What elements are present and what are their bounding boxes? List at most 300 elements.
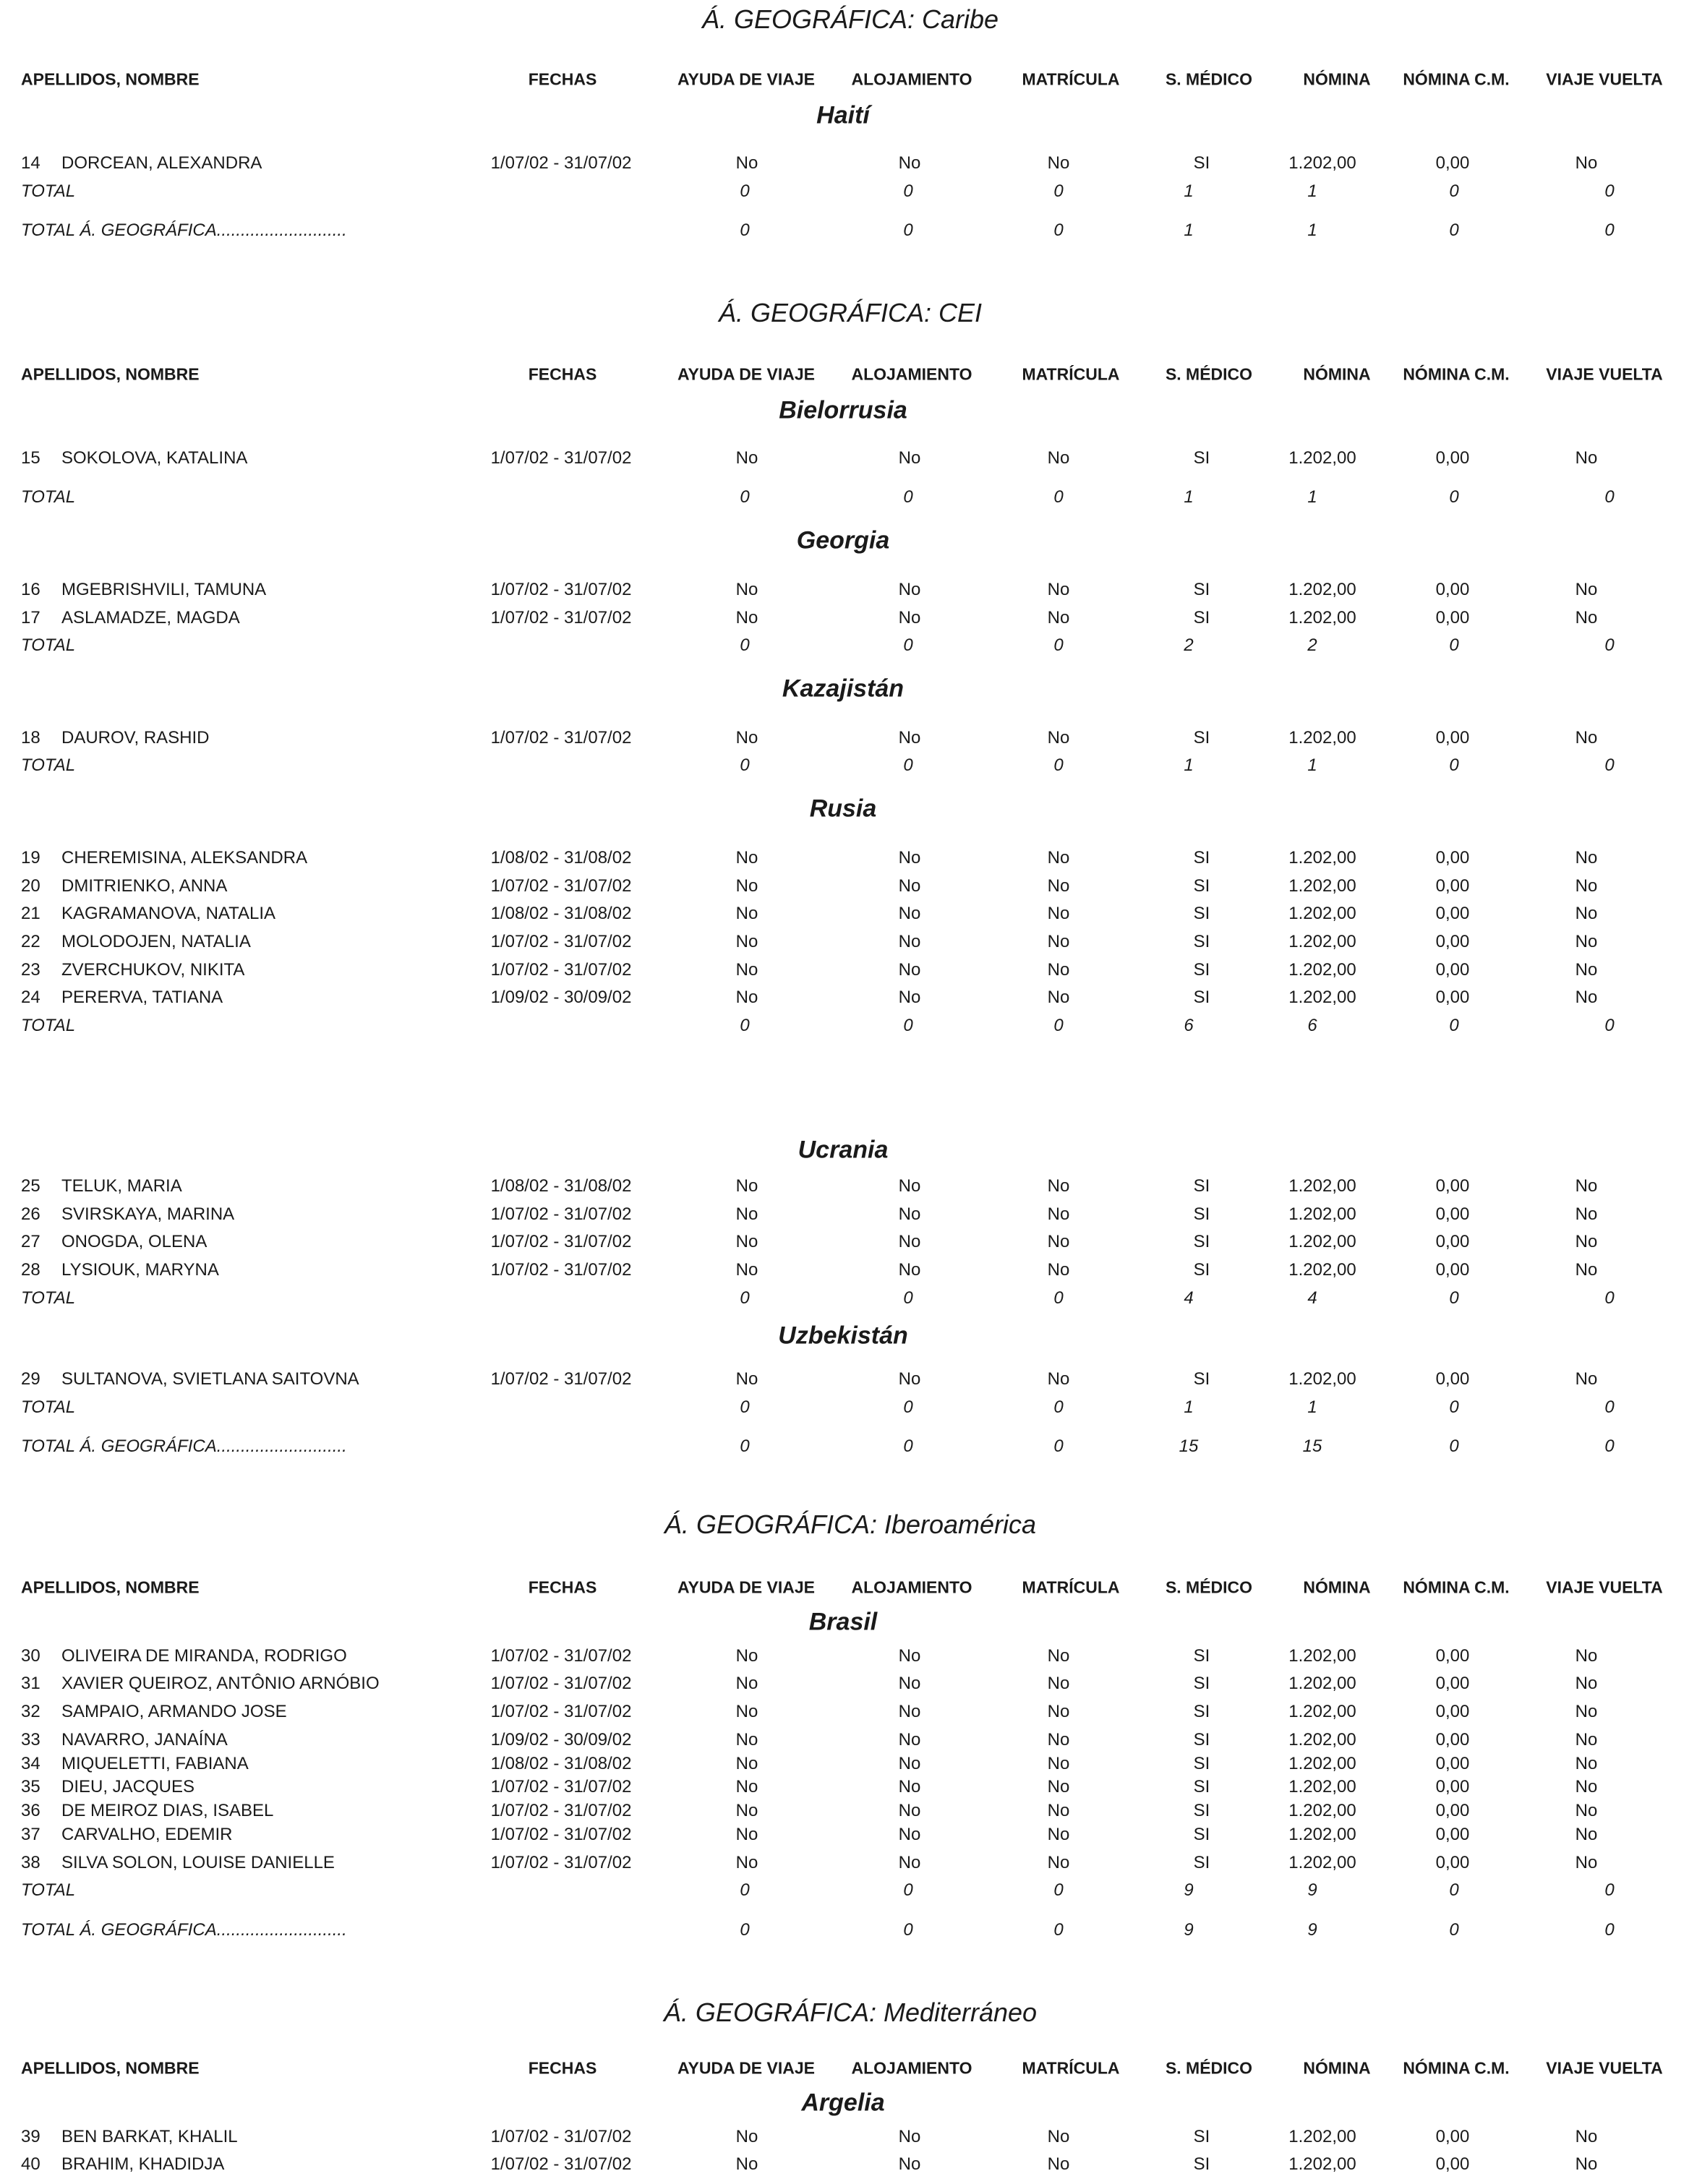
row-alojamiento: No	[898, 1852, 921, 1872]
total-value: 2	[1307, 635, 1317, 655]
row-alojamiento: No	[898, 1800, 921, 1820]
row-viaje-vuelta: No	[1575, 2126, 1598, 2146]
row-name: ZVERCHUKOV, NIKITA	[61, 959, 245, 980]
row-viaje-vuelta: No	[1575, 1259, 1598, 1280]
total-value: 0	[1604, 755, 1615, 775]
row-matricula: No	[1047, 1204, 1070, 1224]
total-value: 0	[1053, 220, 1064, 240]
row-number: 16	[21, 579, 40, 599]
row-viaje-vuelta: No	[1575, 875, 1598, 896]
row-name: TELUK, MARIA	[61, 1175, 182, 1196]
total-value: 1	[1307, 181, 1317, 201]
row-ayuda-de-viaje: No	[735, 1259, 758, 1280]
total-value: 0	[740, 755, 750, 775]
header-viaje-vuelta: VIAJE VUELTA	[1546, 1577, 1663, 1597]
total-value: 0	[1449, 1288, 1459, 1308]
total-value: 0	[1604, 1288, 1615, 1308]
row-alojamiento: No	[898, 153, 921, 173]
row-alojamiento: No	[898, 1231, 921, 1251]
row-ayuda-de-viaje: No	[735, 1175, 758, 1196]
row-matricula: No	[1047, 2126, 1070, 2146]
total-value: 0	[1449, 1015, 1459, 1035]
total-value: 0	[1604, 635, 1615, 655]
total-value: 15	[1302, 1436, 1322, 1456]
row-matricula: No	[1047, 1673, 1070, 1693]
row-number: 26	[21, 1204, 40, 1224]
total-value: 0	[1053, 181, 1064, 201]
row-nomina: 1.202,00	[1288, 607, 1356, 628]
row-viaje-vuelta: No	[1575, 1175, 1598, 1196]
row-viaje-vuelta: No	[1575, 1729, 1598, 1750]
total-value: 0	[903, 220, 913, 240]
row-s-medico: SI	[1193, 1204, 1210, 1224]
total-value: 0	[903, 1288, 913, 1308]
total-value: 9	[1184, 1919, 1194, 1940]
total-value: 1	[1184, 181, 1194, 201]
row-number: 22	[21, 931, 40, 951]
row-nomina-cm: 0,00	[1435, 2154, 1470, 2174]
row-nomina: 1.202,00	[1288, 153, 1356, 173]
total-value: 0	[903, 1015, 913, 1035]
row-ayuda-de-viaje: No	[735, 1231, 758, 1251]
row-ayuda-de-viaje: No	[735, 1204, 758, 1224]
row-s-medico: SI	[1193, 959, 1210, 980]
row-nomina-cm: 0,00	[1435, 1753, 1470, 1773]
total-value: 1	[1184, 1397, 1194, 1417]
row-viaje-vuelta: No	[1575, 607, 1598, 628]
total-value: 0	[1449, 1436, 1459, 1456]
row-nomina-cm: 0,00	[1435, 1175, 1470, 1196]
row-nomina: 1.202,00	[1288, 903, 1356, 923]
row-fechas: 1/09/02 - 30/09/02	[490, 1729, 632, 1750]
header-fechas: FECHAS	[528, 364, 597, 384]
row-alojamiento: No	[898, 1776, 921, 1797]
total-value: 0	[740, 1288, 750, 1308]
row-fechas: 1/07/02 - 31/07/02	[490, 2154, 632, 2174]
header-fechas: FECHAS	[528, 69, 597, 89]
total-value: 0	[1449, 755, 1459, 775]
total-value: 0	[1604, 1436, 1615, 1456]
row-alojamiento: No	[898, 1673, 921, 1693]
row-matricula: No	[1047, 727, 1070, 748]
total-value: 0	[1053, 1436, 1064, 1456]
header-nomina: NÓMINA	[1303, 364, 1371, 384]
header-matricula: MATRÍCULA	[1022, 364, 1120, 384]
total-value: 4	[1307, 1288, 1317, 1308]
total-value: 0	[1604, 220, 1615, 240]
row-nomina-cm: 0,00	[1435, 987, 1470, 1007]
total-value: 0	[1604, 1397, 1615, 1417]
row-fechas: 1/08/02 - 31/08/02	[490, 1753, 632, 1773]
row-number: 38	[21, 1852, 40, 1872]
total-value: 0	[903, 1880, 913, 1900]
row-nomina-cm: 0,00	[1435, 579, 1470, 599]
total-value: 0	[1053, 1919, 1064, 1940]
row-name: CHEREMISINA, ALEKSANDRA	[61, 847, 308, 868]
row-nomina-cm: 0,00	[1435, 1673, 1470, 1693]
row-viaje-vuelta: No	[1575, 1204, 1598, 1224]
country-heading: Bielorrusia	[779, 396, 907, 424]
total-value: 0	[1604, 1015, 1615, 1035]
row-matricula: No	[1047, 1175, 1070, 1196]
header-matricula: MATRÍCULA	[1022, 69, 1120, 89]
row-ayuda-de-viaje: No	[735, 1645, 758, 1666]
row-fechas: 1/07/02 - 31/07/02	[490, 153, 632, 173]
row-number: 29	[21, 1369, 40, 1389]
row-number: 20	[21, 875, 40, 896]
country-heading: Georgia	[796, 526, 890, 554]
header-apellidos-nombre: APELLIDOS, NOMBRE	[21, 2058, 200, 2078]
row-nomina: 1.202,00	[1288, 447, 1356, 468]
row-nomina-cm: 0,00	[1435, 1645, 1470, 1666]
row-fechas: 1/07/02 - 31/07/02	[490, 1645, 632, 1666]
row-alojamiento: No	[898, 1701, 921, 1721]
row-name: DE MEIROZ DIAS, ISABEL	[61, 1800, 274, 1820]
row-number: 24	[21, 987, 40, 1007]
row-ayuda-de-viaje: No	[735, 959, 758, 980]
header-ayuda-de-viaje: AYUDA DE VIAJE	[677, 1577, 816, 1597]
row-ayuda-de-viaje: No	[735, 2154, 758, 2174]
row-nomina: 1.202,00	[1288, 1800, 1356, 1820]
row-nomina-cm: 0,00	[1435, 847, 1470, 868]
row-viaje-vuelta: No	[1575, 153, 1598, 173]
row-s-medico: SI	[1193, 2126, 1210, 2146]
row-alojamiento: No	[898, 1259, 921, 1280]
total-value: 0	[1604, 1880, 1615, 1900]
row-viaje-vuelta: No	[1575, 2154, 1598, 2174]
row-matricula: No	[1047, 875, 1070, 896]
row-s-medico: SI	[1193, 2154, 1210, 2174]
total-value: 0	[903, 181, 913, 201]
row-nomina-cm: 0,00	[1435, 1259, 1470, 1280]
header-ayuda-de-viaje: AYUDA DE VIAJE	[677, 69, 816, 89]
row-name: SULTANOVA, SVIETLANA SAITOVNA	[61, 1369, 359, 1389]
row-matricula: No	[1047, 1701, 1070, 1721]
row-ayuda-de-viaje: No	[735, 1776, 758, 1797]
total-value: 0	[1053, 1880, 1064, 1900]
total-value: 0	[903, 635, 913, 655]
row-matricula: No	[1047, 1259, 1070, 1280]
row-matricula: No	[1047, 987, 1070, 1007]
country-heading: Brasil	[808, 1608, 878, 1636]
header-matricula: MATRÍCULA	[1022, 1577, 1120, 1597]
row-viaje-vuelta: No	[1575, 959, 1598, 980]
row-number: 40	[21, 2154, 40, 2174]
total-value: 0	[903, 1919, 913, 1940]
row-name: BRAHIM, KHADIDJA	[61, 2154, 225, 2174]
row-viaje-vuelta: No	[1575, 1753, 1598, 1773]
row-matricula: No	[1047, 1645, 1070, 1666]
row-s-medico: SI	[1193, 1673, 1210, 1693]
header-nomina-cm: NÓMINA C.M.	[1403, 1577, 1510, 1597]
row-matricula: No	[1047, 579, 1070, 599]
header-nomina: NÓMINA	[1303, 69, 1371, 89]
row-nomina-cm: 0,00	[1435, 1231, 1470, 1251]
row-ayuda-de-viaje: No	[735, 727, 758, 748]
row-name: SILVA SOLON, LOUISE DANIELLE	[61, 1852, 335, 1872]
row-name: DAUROV, RASHID	[61, 727, 210, 748]
total-value: 0	[903, 487, 913, 507]
row-s-medico: SI	[1193, 847, 1210, 868]
section-title: Á. GEOGRÁFICA: Mediterráneo	[663, 1997, 1038, 2028]
row-alojamiento: No	[898, 875, 921, 896]
row-viaje-vuelta: No	[1575, 1800, 1598, 1820]
row-ayuda-de-viaje: No	[735, 1701, 758, 1721]
row-fechas: 1/07/02 - 31/07/02	[490, 447, 632, 468]
header-alojamiento: ALOJAMIENTO	[851, 364, 972, 384]
row-viaje-vuelta: No	[1575, 727, 1598, 748]
header-nomina: NÓMINA	[1303, 1577, 1371, 1597]
row-s-medico: SI	[1193, 931, 1210, 951]
row-name: DORCEAN, ALEXANDRA	[61, 153, 262, 173]
row-fechas: 1/07/02 - 31/07/02	[490, 607, 632, 628]
row-fechas: 1/07/02 - 31/07/02	[490, 875, 632, 896]
row-s-medico: SI	[1193, 1175, 1210, 1196]
total-value: 0	[740, 220, 750, 240]
row-number: 36	[21, 1800, 40, 1820]
country-heading: Kazajistán	[782, 675, 905, 703]
row-number: 35	[21, 1776, 40, 1797]
total-value: 15	[1179, 1436, 1199, 1456]
header-alojamiento: ALOJAMIENTO	[851, 69, 972, 89]
row-ayuda-de-viaje: No	[735, 2126, 758, 2146]
row-number: 31	[21, 1673, 40, 1693]
row-fechas: 1/07/02 - 31/07/02	[490, 2126, 632, 2146]
row-nomina-cm: 0,00	[1435, 1824, 1470, 1844]
row-viaje-vuelta: No	[1575, 931, 1598, 951]
row-alojamiento: No	[898, 727, 921, 748]
row-nomina: 1.202,00	[1288, 1204, 1356, 1224]
row-fechas: 1/07/02 - 31/07/02	[490, 727, 632, 748]
header-ayuda-de-viaje: AYUDA DE VIAJE	[677, 2058, 816, 2078]
total-label: TOTAL	[21, 1015, 76, 1035]
header-nomina-cm: NÓMINA C.M.	[1403, 364, 1510, 384]
row-nomina-cm: 0,00	[1435, 1800, 1470, 1820]
row-ayuda-de-viaje: No	[735, 607, 758, 628]
row-viaje-vuelta: No	[1575, 1369, 1598, 1389]
row-number: 30	[21, 1645, 40, 1666]
row-matricula: No	[1047, 2154, 1070, 2174]
row-matricula: No	[1047, 847, 1070, 868]
row-alojamiento: No	[898, 1204, 921, 1224]
row-fechas: 1/09/02 - 30/09/02	[490, 987, 632, 1007]
header-nomina: NÓMINA	[1303, 2058, 1371, 2078]
total-value: 0	[740, 1919, 750, 1940]
total-value: 0	[740, 487, 750, 507]
row-name: SVIRSKAYA, MARINA	[61, 1204, 235, 1224]
row-fechas: 1/07/02 - 31/07/02	[490, 579, 632, 599]
row-fechas: 1/07/02 - 31/07/02	[490, 1852, 632, 1872]
row-number: 37	[21, 1824, 40, 1844]
row-viaje-vuelta: No	[1575, 1824, 1598, 1844]
row-fechas: 1/07/02 - 31/07/02	[490, 1369, 632, 1389]
row-fechas: 1/07/02 - 31/07/02	[490, 1701, 632, 1721]
row-nomina: 1.202,00	[1288, 1673, 1356, 1693]
row-nomina-cm: 0,00	[1435, 1204, 1470, 1224]
row-number: 34	[21, 1753, 40, 1773]
row-alojamiento: No	[898, 987, 921, 1007]
row-alojamiento: No	[898, 447, 921, 468]
row-fechas: 1/07/02 - 31/07/02	[490, 1824, 632, 1844]
row-s-medico: SI	[1193, 1776, 1210, 1797]
row-ayuda-de-viaje: No	[735, 447, 758, 468]
row-ayuda-de-viaje: No	[735, 579, 758, 599]
row-nomina: 1.202,00	[1288, 1753, 1356, 1773]
row-nomina: 1.202,00	[1288, 1701, 1356, 1721]
total-label: TOTAL Á. GEOGRÁFICA...........................	[21, 220, 347, 240]
country-heading: Uzbekistán	[778, 1322, 908, 1350]
row-s-medico: SI	[1193, 153, 1210, 173]
row-s-medico: SI	[1193, 1231, 1210, 1251]
row-viaje-vuelta: No	[1575, 1701, 1598, 1721]
row-viaje-vuelta: No	[1575, 1645, 1598, 1666]
total-label: TOTAL Á. GEOGRÁFICA...........................	[21, 1436, 347, 1456]
total-value: 0	[903, 755, 913, 775]
row-ayuda-de-viaje: No	[735, 875, 758, 896]
row-nomina: 1.202,00	[1288, 579, 1356, 599]
row-nomina-cm: 0,00	[1435, 607, 1470, 628]
row-s-medico: SI	[1193, 1369, 1210, 1389]
row-name: NAVARRO, JANAÍNA	[61, 1729, 228, 1750]
header-fechas: FECHAS	[528, 1577, 597, 1597]
row-viaje-vuelta: No	[1575, 987, 1598, 1007]
row-alojamiento: No	[898, 931, 921, 951]
row-viaje-vuelta: No	[1575, 1231, 1598, 1251]
row-number: 39	[21, 2126, 40, 2146]
row-fechas: 1/07/02 - 31/07/02	[490, 1800, 632, 1820]
header-s-medico: S. MÉDICO	[1165, 1577, 1253, 1597]
row-nomina-cm: 0,00	[1435, 727, 1470, 748]
header-alojamiento: ALOJAMIENTO	[851, 1577, 972, 1597]
row-matricula: No	[1047, 1231, 1070, 1251]
row-nomina-cm: 0,00	[1435, 903, 1470, 923]
header-ayuda-de-viaje: AYUDA DE VIAJE	[677, 364, 816, 384]
header-nomina-cm: NÓMINA C.M.	[1403, 2058, 1510, 2078]
row-name: BEN BARKAT, KHALIL	[61, 2126, 238, 2146]
total-value: 0	[1604, 487, 1615, 507]
row-ayuda-de-viaje: No	[735, 1729, 758, 1750]
total-value: 0	[903, 1436, 913, 1456]
total-value: 0	[1053, 755, 1064, 775]
row-nomina: 1.202,00	[1288, 1645, 1356, 1666]
country-heading: Rusia	[809, 795, 877, 823]
row-s-medico: SI	[1193, 579, 1210, 599]
row-nomina-cm: 0,00	[1435, 1852, 1470, 1872]
row-fechas: 1/07/02 - 31/07/02	[490, 1259, 632, 1280]
row-s-medico: SI	[1193, 447, 1210, 468]
row-s-medico: SI	[1193, 1852, 1210, 1872]
row-s-medico: SI	[1193, 1800, 1210, 1820]
row-name: MOLODOJEN, NATALIA	[61, 931, 251, 951]
row-name: PERERVA, TATIANA	[61, 987, 223, 1007]
row-number: 25	[21, 1175, 40, 1196]
row-viaje-vuelta: No	[1575, 1673, 1598, 1693]
row-nomina: 1.202,00	[1288, 1369, 1356, 1389]
total-value: 0	[740, 1397, 750, 1417]
row-name: ONOGDA, OLENA	[61, 1231, 208, 1251]
total-value: 6	[1184, 1015, 1194, 1035]
row-nomina-cm: 0,00	[1435, 931, 1470, 951]
row-name: OLIVEIRA DE MIRANDA, RODRIGO	[61, 1645, 347, 1666]
total-label: TOTAL	[21, 1880, 76, 1900]
row-s-medico: SI	[1193, 1701, 1210, 1721]
row-name: XAVIER QUEIROZ, ANTÔNIO ARNÓBIO	[61, 1673, 380, 1693]
total-label: TOTAL Á. GEOGRÁFICA...........................	[21, 1919, 347, 1940]
row-fechas: 1/07/02 - 31/07/02	[490, 1776, 632, 1797]
row-matricula: No	[1047, 153, 1070, 173]
total-value: 0	[740, 635, 750, 655]
row-name: ASLAMADZE, MAGDA	[61, 607, 240, 628]
row-ayuda-de-viaje: No	[735, 1673, 758, 1693]
row-s-medico: SI	[1193, 1824, 1210, 1844]
row-nomina-cm: 0,00	[1435, 1729, 1470, 1750]
row-ayuda-de-viaje: No	[735, 1824, 758, 1844]
row-matricula: No	[1047, 447, 1070, 468]
row-nomina: 1.202,00	[1288, 2154, 1356, 2174]
total-value: 0	[740, 1880, 750, 1900]
total-value: 0	[740, 1015, 750, 1035]
header-apellidos-nombre: APELLIDOS, NOMBRE	[21, 364, 200, 384]
row-s-medico: SI	[1193, 987, 1210, 1007]
total-value: 1	[1307, 220, 1317, 240]
row-nomina-cm: 0,00	[1435, 447, 1470, 468]
row-name: SOKOLOVA, KATALINA	[61, 447, 248, 468]
row-matricula: No	[1047, 607, 1070, 628]
row-alojamiento: No	[898, 579, 921, 599]
header-alojamiento: ALOJAMIENTO	[851, 2058, 972, 2078]
header-s-medico: S. MÉDICO	[1165, 364, 1253, 384]
total-value: 1	[1184, 220, 1194, 240]
row-matricula: No	[1047, 1776, 1070, 1797]
row-ayuda-de-viaje: No	[735, 987, 758, 1007]
row-alojamiento: No	[898, 847, 921, 868]
section-title: Á. GEOGRÁFICA: CEI	[718, 298, 983, 328]
row-nomina: 1.202,00	[1288, 1175, 1356, 1196]
header-viaje-vuelta: VIAJE VUELTA	[1546, 2058, 1663, 2078]
row-ayuda-de-viaje: No	[735, 931, 758, 951]
row-nomina: 1.202,00	[1288, 1852, 1356, 1872]
row-viaje-vuelta: No	[1575, 1776, 1598, 1797]
row-matricula: No	[1047, 1729, 1070, 1750]
row-ayuda-de-viaje: No	[735, 847, 758, 868]
total-value: 0	[740, 1436, 750, 1456]
row-fechas: 1/07/02 - 31/07/02	[490, 931, 632, 951]
row-number: 15	[21, 447, 40, 468]
row-alojamiento: No	[898, 1729, 921, 1750]
row-name: MGEBRISHVILI, TAMUNA	[61, 579, 267, 599]
row-viaje-vuelta: No	[1575, 579, 1598, 599]
row-alojamiento: No	[898, 1645, 921, 1666]
row-s-medico: SI	[1193, 1753, 1210, 1773]
header-s-medico: S. MÉDICO	[1165, 2058, 1253, 2078]
total-label: TOTAL	[21, 755, 76, 775]
row-nomina-cm: 0,00	[1435, 1776, 1470, 1797]
total-value: 9	[1184, 1880, 1194, 1900]
row-fechas: 1/07/02 - 31/07/02	[490, 1204, 632, 1224]
section-title: Á. GEOGRÁFICA: Caribe	[701, 4, 999, 35]
row-name: DIEU, JACQUES	[61, 1776, 195, 1797]
row-ayuda-de-viaje: No	[735, 903, 758, 923]
row-nomina-cm: 0,00	[1435, 1701, 1470, 1721]
total-value: 0	[1053, 487, 1064, 507]
row-nomina: 1.202,00	[1288, 2126, 1356, 2146]
row-number: 17	[21, 607, 40, 628]
row-nomina: 1.202,00	[1288, 959, 1356, 980]
row-alojamiento: No	[898, 1753, 921, 1773]
row-matricula: No	[1047, 903, 1070, 923]
row-alojamiento: No	[898, 2154, 921, 2174]
row-s-medico: SI	[1193, 1645, 1210, 1666]
